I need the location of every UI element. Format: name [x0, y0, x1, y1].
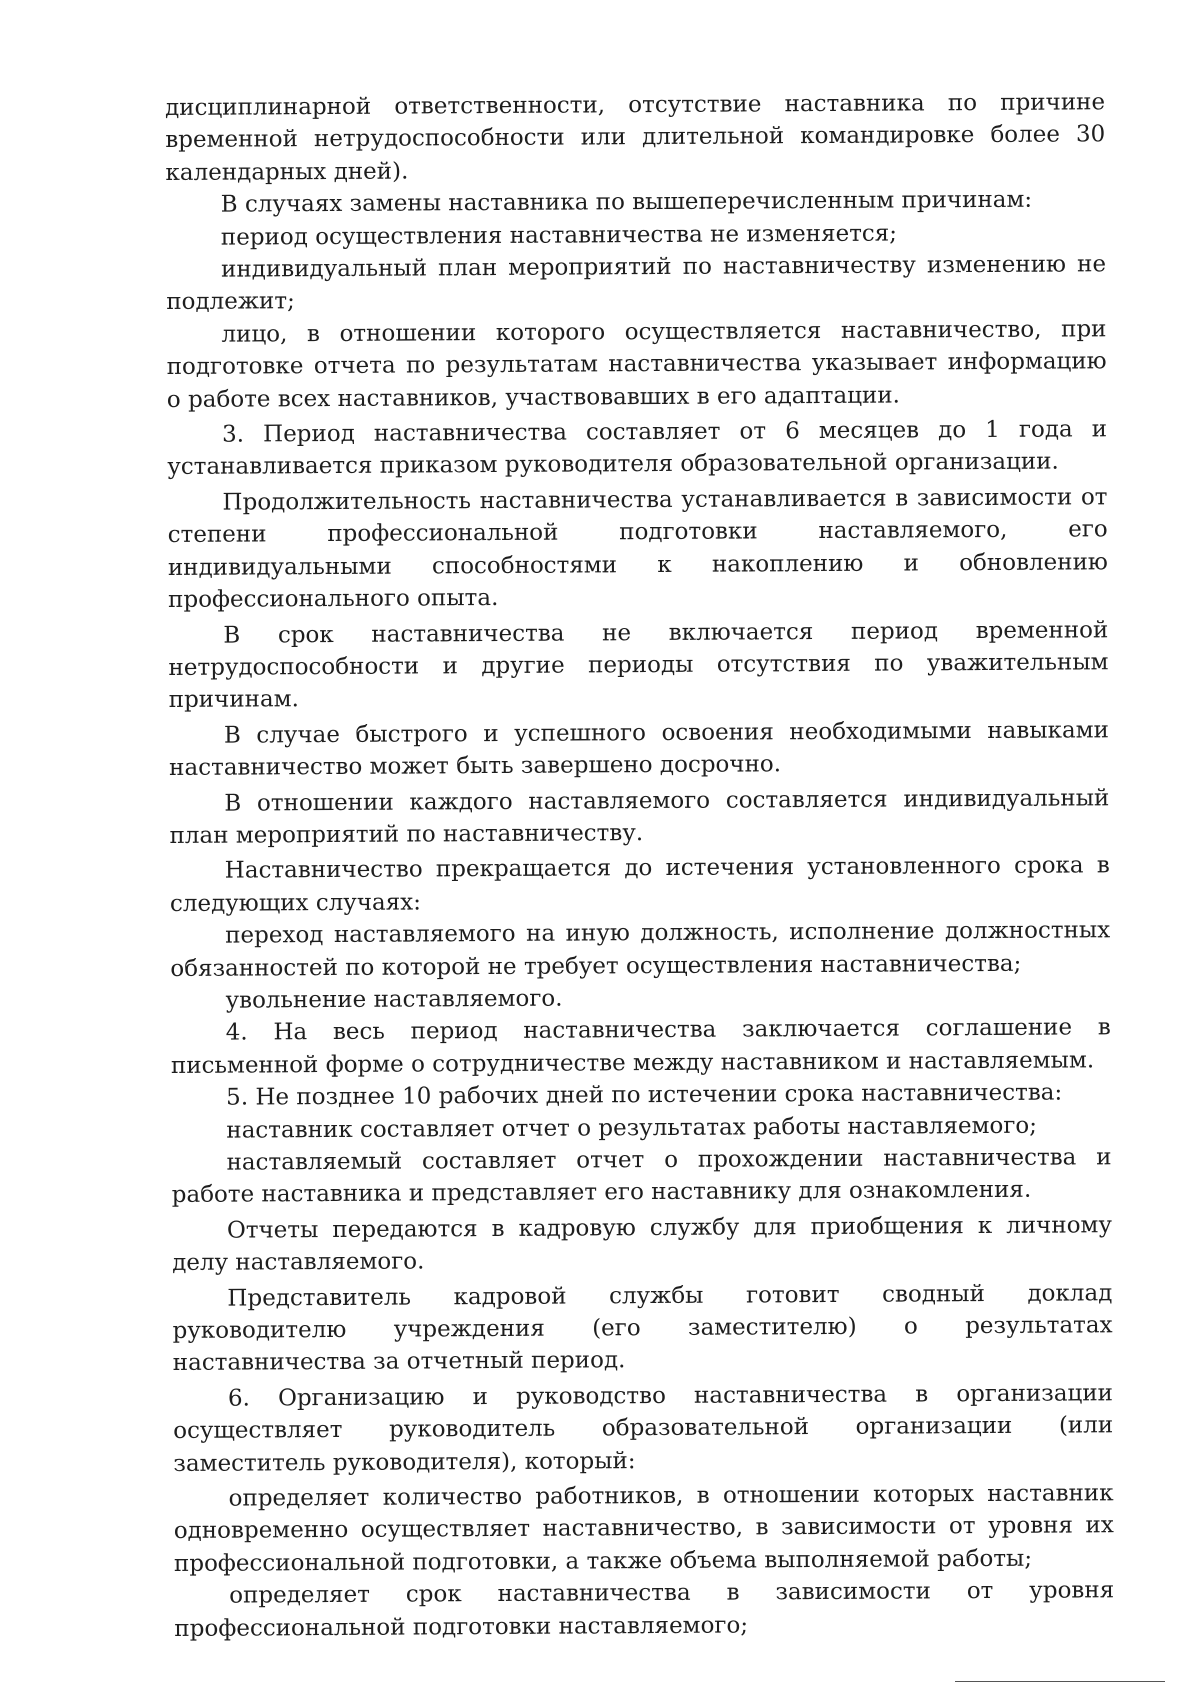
paragraph-list-item: определяет срок наставничества в зависимости от уровня профессиональной подготовки наставляемого;: [174, 1577, 1115, 1642]
paragraph-section-3: 3. Период наставничества составляет от 6 месяцев до 1 года и устанавливается приказом руководителя образовательной организации.: [167, 416, 1108, 481]
paragraph-list-item: наставляемый составляет отчет о прохождении наставничества и работе наставника и представляет его наставнику для ознакомления.: [171, 1144, 1112, 1209]
paragraph-duration: Продолжительность наставничества устанавливается в зависимости от степени профессиональной подготовки наставляемого, его индивидуальными способностями к накоплению и обновлению профессионального опыта.: [167, 484, 1108, 614]
paragraph-list-item: определяет количество работников, в отношении которых наставник одновременно осуществляет наставничество, в зависимости от уровня их профессиональной подготовки, а также объема выполняемой работы;: [173, 1480, 1114, 1577]
footer-divider: [955, 1681, 1165, 1682]
document-body: [165, 86, 1114, 1645]
paragraph-termination: Наставничество прекращается до истечения установленного срока в следующих случаях:: [169, 852, 1110, 917]
paragraph-list-item: увольнение наставляемого.: [225, 985, 563, 1014]
paragraph-section-4: 4. На весь период наставничества заключается соглашение в письменной форме о сотрудничестве между наставником и наставляемым.: [170, 1014, 1111, 1079]
paragraph-section-5: 5. Не позднее 10 рабочих дней по истечении срока наставничества:: [226, 1079, 1063, 1111]
paragraph-hr-report: Представитель кадровой службы готовит сводный доклад руководителю учреждения (его заместителю) о результатах наставничества за отчетный период.: [172, 1279, 1113, 1377]
paragraph-individual-plan: В отношении каждого наставляемого составляется индивидуальный план мероприятий по наставничеству.: [169, 784, 1110, 849]
paragraph-list-item: переход наставляемого на иную должность, исполнение должностных обязанностей по которой не требует осуществления наставничества;: [170, 917, 1111, 982]
paragraph-early-completion: В случае быстрого и успешного освоения необходимыми навыками наставничество может быть завершено досрочно.: [169, 716, 1109, 782]
paragraph-reports-transfer: Отчеты передаются в кадровую службу для приобщения к личному делу наставляемого.: [172, 1212, 1113, 1277]
paragraph-continuation: дисциплинарной ответственности, отсутствие наставника по причине временной нетрудоспособности или длительной командировке более 30 календарных дней).: [165, 89, 1106, 186]
paragraph-list-item: лицо, в отношении которого осуществляется наставничество, при подготовке отчета по результатам наставничества указывает информацию о работе всех наставников, участвовавших в его адаптации.: [166, 316, 1107, 413]
paragraph-list-item: период осуществления наставничества не изменяется;: [220, 220, 898, 251]
paragraph-section-6: 6. Организацию и руководство наставничества в организации осуществляет руководитель образовательной организации (или заместитель руководителя), который:: [173, 1380, 1114, 1477]
paragraph-exclusions: В срок наставничества не включается период временной нетрудоспособности и другие периоды отсутствия по уважительным причинам.: [168, 616, 1109, 714]
paragraph-list-item: наставник составляет отчет о результатах работы наставляемого;: [226, 1112, 1038, 1144]
paragraph-list-item: индивидуальный план мероприятий по наставничеству изменению не подлежит;: [166, 251, 1107, 316]
paragraph-replacement-cases: В случаях замены наставника по вышеперечисленным причинам:: [220, 186, 1033, 218]
